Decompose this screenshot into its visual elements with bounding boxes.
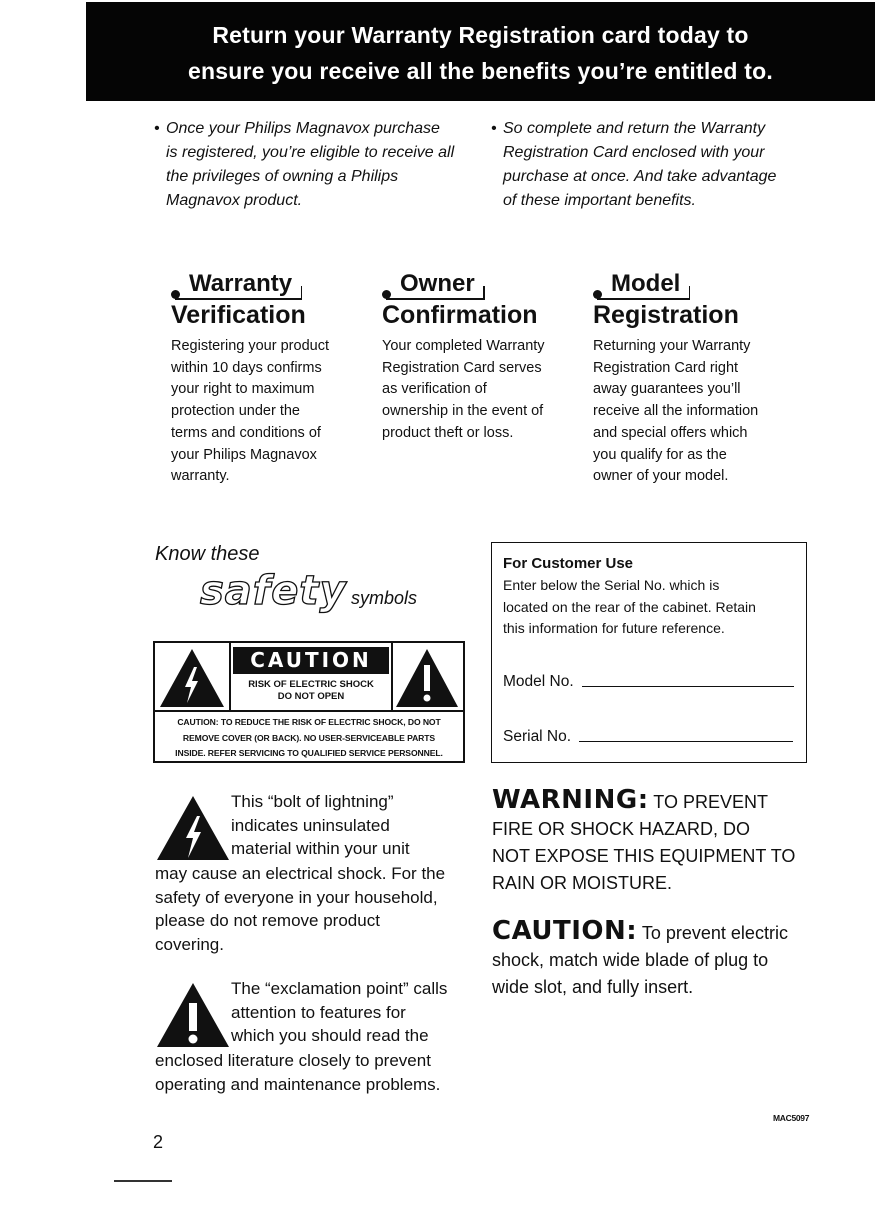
caution-label-instructions — [155, 712, 463, 762]
feature-model-registration — [593, 270, 793, 488]
serial-number-label: Serial No. — [503, 728, 572, 745]
caution-block — [492, 918, 822, 1001]
text-line: This “bolt of lightning” — [231, 792, 394, 811]
body-line: terms and conditions of — [171, 424, 321, 441]
text-line: enclosed literature closely to prevent — [155, 1051, 431, 1070]
feature-title: Verification — [171, 301, 306, 329]
bullet-icon: • — [154, 120, 160, 137]
caution-label-left-cell — [155, 643, 231, 710]
caution-line: shock, match wide blade of plug to — [492, 950, 769, 970]
body-line: Registration Card serves — [382, 359, 542, 376]
underline-tick — [483, 286, 485, 299]
symbols-word: symbols — [350, 588, 417, 608]
body-line: protection under the — [171, 403, 300, 420]
text-line: material within your unit — [231, 839, 410, 858]
text-line: covering. — [155, 934, 224, 954]
serial-number-field[interactable] — [503, 728, 793, 746]
intro-right — [491, 117, 823, 213]
intro-right-line: of these important benefits. — [503, 192, 696, 209]
body-line: this information for future reference. — [503, 620, 725, 636]
body-line: you qualify for as the — [593, 446, 727, 463]
feature-kicker — [593, 270, 680, 298]
warning-line: NOT EXPOSE THIS EQUIPMENT TO — [492, 846, 796, 866]
intro-left-line: Magnavox product. — [166, 192, 303, 209]
feature-warranty-verification — [171, 270, 371, 488]
feature-kicker-text: Warranty — [189, 270, 293, 297]
intro-right-line: Registration Card enclosed with your — [503, 144, 765, 161]
intro-right-line: So complete and return the Warranty — [503, 120, 766, 137]
underline-rule — [386, 298, 485, 300]
bullet-icon: • — [491, 120, 497, 137]
warning-heading: WARNING: — [492, 785, 649, 815]
lightning-warning-triangle-icon — [155, 792, 231, 862]
body-line: as verification of — [382, 381, 487, 398]
customer-box-body — [503, 575, 806, 640]
underline-rule — [175, 298, 302, 300]
safety-word: safety — [200, 568, 347, 614]
caution-label — [153, 641, 465, 763]
warning-block — [492, 787, 822, 897]
registration-banner — [86, 2, 875, 101]
body-line: product theft or loss. — [382, 424, 514, 441]
warning-line: FIRE OR SHOCK HAZARD, DO — [492, 819, 751, 839]
feature-kicker-text: Model — [611, 270, 681, 297]
banner-line-2: ensure you receive all the benefits you’re entitled to. — [188, 58, 773, 84]
page-number: 2 — [153, 1132, 164, 1152]
instruction-line: REMOVE COVER (OR BACK). NO USER-SERVICEABLE PARTS — [182, 732, 436, 743]
footer-rule — [114, 1180, 172, 1182]
serial-number-input-line[interactable] — [579, 741, 793, 742]
text-line: The “exclamation point” calls — [231, 979, 448, 998]
feature-title: Confirmation — [382, 301, 538, 329]
risk-line: DO NOT OPEN — [277, 691, 345, 702]
safety-symbols-heading — [200, 568, 417, 614]
warning-line: TO PREVENT — [653, 792, 768, 812]
text-line: attention to features for — [231, 1002, 406, 1022]
customer-box-title: For Customer Use — [503, 555, 634, 572]
body-line: within 10 days confirms — [171, 359, 322, 376]
body-line: Registration Card right — [593, 359, 739, 376]
body-line: ownership in the event of — [382, 403, 544, 420]
feature-kicker — [171, 270, 292, 298]
customer-use-box — [491, 542, 807, 763]
risk-text — [231, 679, 391, 703]
feature-owner-confirmation — [382, 270, 582, 445]
caution-line: wide slot, and fully insert. — [492, 977, 694, 997]
body-line: Your completed Warranty — [382, 338, 545, 354]
feature-title: Registration — [593, 301, 739, 329]
body-line: away guarantees you’ll — [593, 381, 741, 398]
body-line: located on the rear of the cabinet. Retain — [503, 598, 756, 615]
underline-rule — [597, 298, 690, 300]
feature-body — [593, 336, 793, 488]
feature-kicker — [382, 270, 475, 298]
caution-line: To prevent electric — [641, 923, 788, 943]
lightning-warning-triangle-icon — [157, 645, 227, 709]
instruction-line: INSIDE. REFER SERVICING TO QUALIFIED SERVICE PERSONNEL. — [175, 748, 443, 758]
exclamation-warning-triangle-icon — [394, 645, 460, 709]
body-line: and special offers which — [593, 424, 748, 441]
feature-kicker-text: Owner — [400, 270, 475, 297]
intro-left-line: Once your Philips Magnavox purchase — [166, 120, 440, 137]
lightning-explanation — [155, 790, 470, 956]
text-line: safety of everyone in your household, — [155, 887, 438, 907]
body-line: receive all the information — [593, 403, 759, 420]
know-these-heading: Know these — [155, 543, 260, 565]
text-line: may cause an electrical shock. For the — [155, 864, 446, 883]
exclamation-explanation — [155, 977, 470, 1096]
body-line: Returning your Warranty — [593, 338, 751, 354]
body-line: your Philips Magnavox — [171, 446, 317, 463]
underline-tick — [689, 286, 691, 299]
model-number-input-line[interactable] — [582, 686, 794, 687]
risk-line: RISK OF ELECTRIC SHOCK — [248, 679, 374, 690]
body-line: Enter below the Serial No. which is — [503, 577, 720, 593]
intro-left-line: is registered, you’re eligible to receive all — [166, 144, 455, 161]
instruction-line: CAUTION: TO REDUCE THE RISK OF ELECTRIC SHOCK, DO NOT — [177, 717, 441, 727]
text-line: operating and maintenance problems. — [155, 1074, 441, 1094]
model-number-field[interactable] — [503, 673, 794, 691]
caution-label-right-cell — [391, 643, 463, 710]
underline-tick — [301, 286, 303, 299]
text-line: please do not remove product — [155, 911, 380, 930]
text-line: which you should read the — [231, 1026, 429, 1045]
model-number-label: Model No. — [503, 673, 574, 690]
banner-line-1: Return your Warranty Registration card today to — [212, 22, 749, 48]
body-line: owner of your model. — [593, 468, 729, 485]
intro-left-line: the privileges of owning a Philips — [166, 168, 399, 185]
intro-right-line: purchase at once. And take advantage — [503, 168, 777, 185]
document-code: MAC5097 — [773, 1113, 810, 1123]
warning-line: RAIN OR MOISTURE. — [492, 873, 673, 893]
body-line: Registering your product — [171, 338, 329, 354]
caution-banner: CAUTION — [233, 647, 389, 674]
body-line: warranty. — [171, 468, 230, 485]
intro-left — [154, 117, 486, 213]
body-line: your right to maximum — [171, 381, 315, 398]
exclamation-warning-triangle-icon — [155, 979, 231, 1049]
caution-heading: CAUTION: — [492, 916, 638, 946]
text-line: indicates uninsulated — [231, 815, 390, 835]
feature-body — [171, 336, 371, 488]
feature-body — [382, 336, 582, 445]
caution-label-center — [231, 643, 391, 710]
